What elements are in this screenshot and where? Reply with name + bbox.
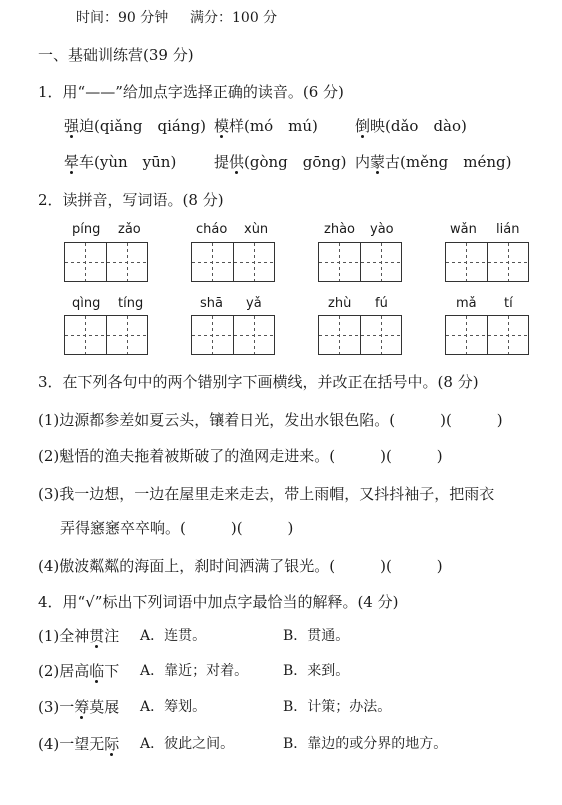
q3-sentence-4: (4)傲波粼粼的海面上，刹时间洒满了银光。( )( ) <box>38 557 443 575</box>
dotted-char: 临 <box>89 662 105 680</box>
pinyin-label: zǎo <box>118 222 141 237</box>
writing-grid[interactable] <box>191 315 275 355</box>
writing-grid[interactable] <box>318 315 402 355</box>
pinyin-label: cháo <box>196 222 228 237</box>
dotted-char: 际 <box>104 735 120 753</box>
q4-option-a[interactable]: A．彼此之间。 <box>140 736 235 752</box>
pinyin-label: píng <box>72 222 101 237</box>
writing-grid[interactable] <box>445 242 529 282</box>
pinyin-label: mǎ <box>456 296 477 311</box>
q3-title: 3．在下列各句中的两个错别字下画横线，并改正在括号中。(8 分) <box>38 373 479 391</box>
dotted-char: 供 <box>229 153 245 171</box>
writing-grid[interactable] <box>445 315 529 355</box>
pinyin-label: wǎn <box>450 222 477 237</box>
writing-grid[interactable] <box>64 315 148 355</box>
pinyin-label: yǎ <box>246 296 262 311</box>
dotted-char: 贯 <box>89 627 105 645</box>
dotted-char: 晕 <box>64 153 80 171</box>
q4-item: (2)居高临下 <box>38 662 120 680</box>
q4-item: (1)全神贯注 <box>38 627 120 645</box>
q3-sentence-1: (1)边源都参差如夏云头，镶着日光，发出水银色陷。( )( ) <box>38 411 503 429</box>
writing-grid[interactable] <box>64 242 148 282</box>
q1-item: 晕车(yùn yūn) <box>64 153 177 171</box>
pinyin-label: qìng <box>72 296 101 311</box>
q1-item: 模样(mó mú) <box>214 117 318 135</box>
dotted-char: 模 <box>214 117 230 135</box>
dotted-char: 倒 <box>355 117 371 135</box>
q4-option-b[interactable]: B．来到。 <box>283 663 350 679</box>
pinyin-label: fú <box>375 296 388 311</box>
q2-title: 2．读拼音，写词语。(8 分) <box>38 191 224 209</box>
dotted-char: 蒙 <box>370 153 386 171</box>
q1-item: 强迫(qiǎng qiáng) <box>64 117 206 135</box>
q4-option-b[interactable]: B．计策；办法。 <box>283 699 392 715</box>
pinyin-label: yào <box>370 222 394 237</box>
writing-grid[interactable] <box>318 242 402 282</box>
q4-option-b[interactable]: B．贯通。 <box>283 628 350 644</box>
q4-item: (3)一筹莫展 <box>38 698 120 716</box>
pinyin-label: tí <box>504 296 513 311</box>
q4-option-a[interactable]: A．靠近；对着。 <box>140 663 249 679</box>
pinyin-label: lián <box>496 222 520 237</box>
q4-option-a[interactable]: A．连贯。 <box>140 628 207 644</box>
q1-item: 提供(gòng gōng) <box>214 153 347 171</box>
pinyin-label: xùn <box>244 222 269 237</box>
pinyin-label: shā <box>200 296 223 311</box>
dotted-char: 强 <box>64 117 80 135</box>
q3-sentence-3-cont: 弄得窸窸卒卒响。( )( ) <box>60 519 294 537</box>
q4-option-a[interactable]: A．筹划。 <box>140 699 207 715</box>
dotted-char: 筹 <box>74 698 90 716</box>
q1-title: 1．用“——”给加点字选择正确的读音。(6 分) <box>38 83 344 101</box>
exam-full-score: 满分：100 分 <box>190 10 278 26</box>
q4-item: (4)一望无际 <box>38 735 120 753</box>
q3-sentence-2: (2)魁悟的渔夫拖着被斯破了的渔网走进来。( )( ) <box>38 447 443 465</box>
pinyin-label: tíng <box>118 296 144 311</box>
pinyin-label: zhù <box>328 296 352 311</box>
writing-grid[interactable] <box>191 242 275 282</box>
exam-time: 时间：90 分钟 <box>76 10 169 26</box>
section-title: 一、基础训练营(39 分) <box>38 46 194 64</box>
q3-sentence-3: (3)我一边想，一边在屋里走来走去，带上雨帽，又抖抖袖子，把雨衣 <box>38 485 495 503</box>
q1-item: 倒映(dǎo dào) <box>355 117 467 135</box>
pinyin-label: zhào <box>324 222 355 237</box>
q4-title: 4．用“√”标出下列词语中加点字最恰当的解释。(4 分) <box>38 593 399 611</box>
q1-item: 内蒙古(měng méng) <box>355 153 512 171</box>
q4-option-b[interactable]: B．靠边的或分界的地方。 <box>283 736 448 752</box>
